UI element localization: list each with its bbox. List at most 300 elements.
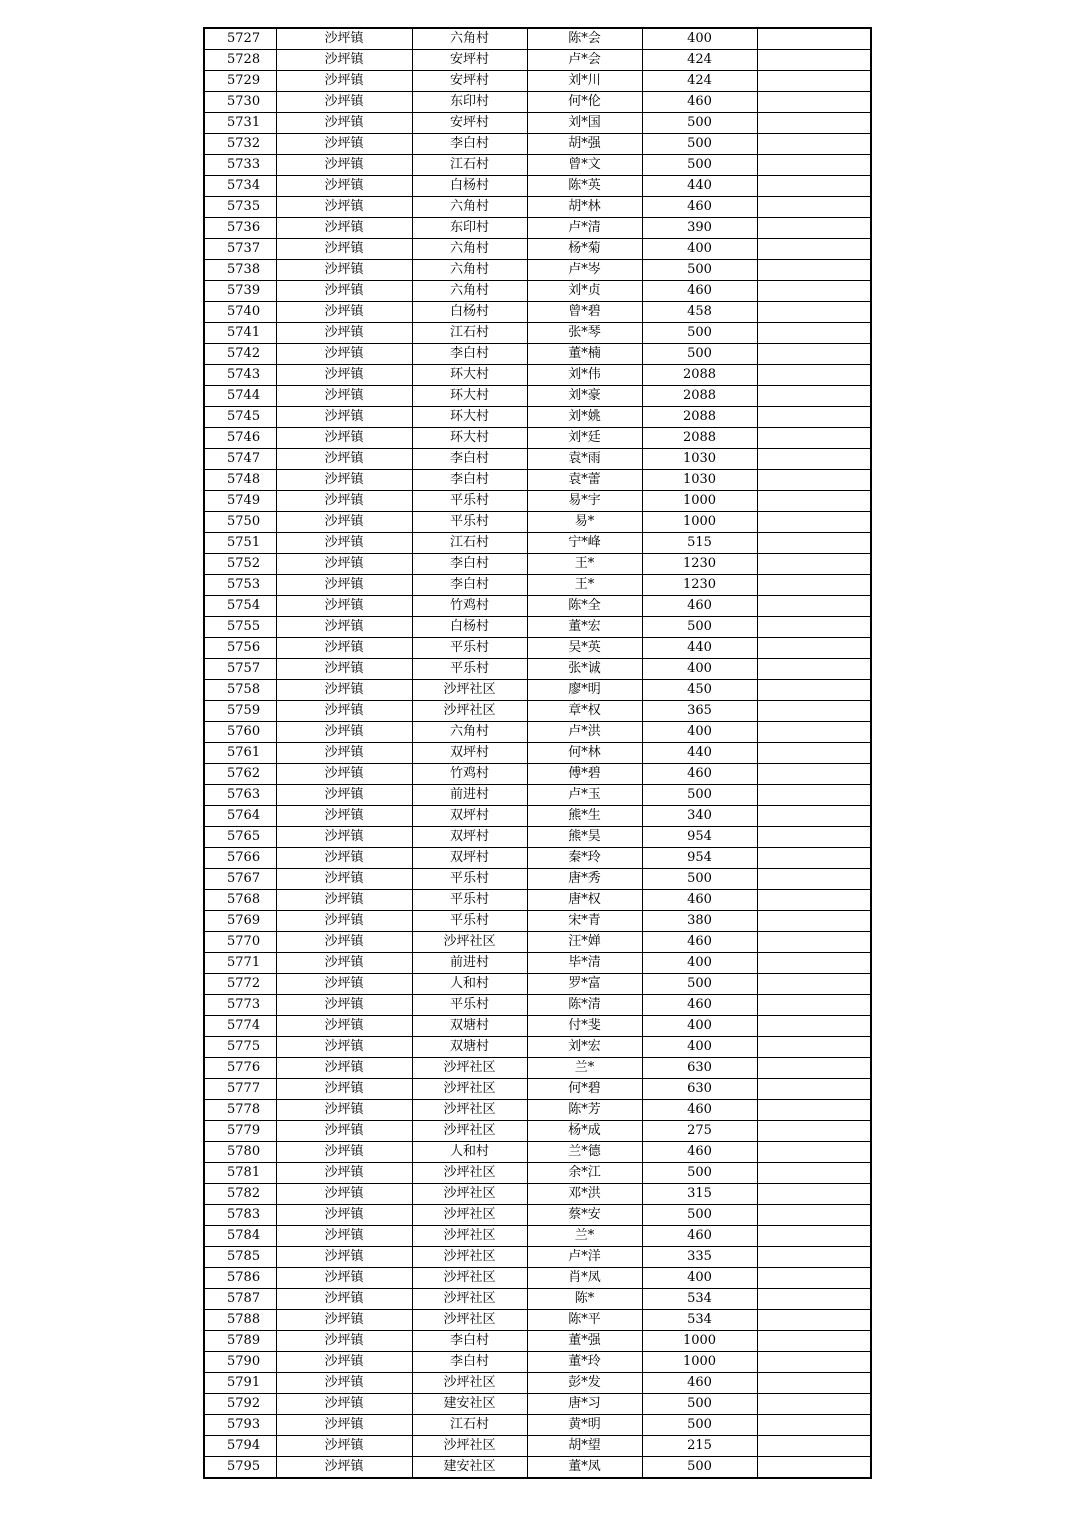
table-row xyxy=(204,491,871,512)
remark-cell xyxy=(757,1352,871,1373)
amount-cell: 460 xyxy=(642,764,757,785)
name-cell: 刘*贞 xyxy=(527,281,642,302)
table-row xyxy=(204,533,871,554)
amount-cell: 500 xyxy=(642,1394,757,1415)
serial-number-cell: 5780 xyxy=(204,1142,276,1163)
name-cell: 卢*洪 xyxy=(527,722,642,743)
amount-cell: 440 xyxy=(642,743,757,764)
name-cell: 曾*文 xyxy=(527,155,642,176)
name-cell: 刘*伟 xyxy=(527,365,642,386)
serial-number-cell: 5741 xyxy=(204,323,276,344)
serial-number-cell: 5740 xyxy=(204,302,276,323)
village-cell: 江石村 xyxy=(412,323,527,344)
serial-number-cell: 5750 xyxy=(204,512,276,533)
remark-cell xyxy=(757,1436,871,1457)
name-cell: 吴*英 xyxy=(527,638,642,659)
table-row xyxy=(204,743,871,764)
remark-cell xyxy=(757,1247,871,1268)
serial-number-cell: 5771 xyxy=(204,953,276,974)
serial-number-cell: 5754 xyxy=(204,596,276,617)
amount-cell: 380 xyxy=(642,911,757,932)
village-cell: 沙坪社区 xyxy=(412,1100,527,1121)
amount-cell: 400 xyxy=(642,1268,757,1289)
serial-number-cell: 5795 xyxy=(204,1457,276,1479)
remark-cell xyxy=(757,974,871,995)
serial-number-cell: 5765 xyxy=(204,827,276,848)
amount-cell: 460 xyxy=(642,1142,757,1163)
village-cell: 李白村 xyxy=(412,470,527,491)
serial-number-cell: 5770 xyxy=(204,932,276,953)
name-cell: 刘*宏 xyxy=(527,1037,642,1058)
amount-cell: 630 xyxy=(642,1079,757,1100)
name-cell: 王* xyxy=(527,575,642,596)
name-cell: 杨*成 xyxy=(527,1121,642,1142)
town-cell: 沙坪镇 xyxy=(276,995,412,1016)
town-cell: 沙坪镇 xyxy=(276,92,412,113)
village-cell: 江石村 xyxy=(412,533,527,554)
name-cell: 陈*英 xyxy=(527,176,642,197)
amount-cell: 1000 xyxy=(642,512,757,533)
remark-cell xyxy=(757,1331,871,1352)
name-cell: 陈*平 xyxy=(527,1310,642,1331)
amount-cell: 954 xyxy=(642,848,757,869)
serial-number-cell: 5766 xyxy=(204,848,276,869)
village-cell: 双塘村 xyxy=(412,1016,527,1037)
table-row xyxy=(204,617,871,638)
amount-cell: 1030 xyxy=(642,470,757,491)
table-row xyxy=(204,785,871,806)
serial-number-cell: 5743 xyxy=(204,365,276,386)
remark-cell xyxy=(757,260,871,281)
serial-number-cell: 5737 xyxy=(204,239,276,260)
remark-cell xyxy=(757,344,871,365)
serial-number-cell: 5777 xyxy=(204,1079,276,1100)
name-cell: 卢*玉 xyxy=(527,785,642,806)
town-cell: 沙坪镇 xyxy=(276,890,412,911)
town-cell: 沙坪镇 xyxy=(276,491,412,512)
remark-cell xyxy=(757,764,871,785)
town-cell: 沙坪镇 xyxy=(276,28,412,50)
table-row xyxy=(204,1331,871,1352)
village-cell: 平乐村 xyxy=(412,869,527,890)
table-row xyxy=(204,1289,871,1310)
amount-cell: 1000 xyxy=(642,1331,757,1352)
remark-cell xyxy=(757,1016,871,1037)
serial-number-cell: 5783 xyxy=(204,1205,276,1226)
village-cell: 双坪村 xyxy=(412,806,527,827)
town-cell: 沙坪镇 xyxy=(276,806,412,827)
remark-cell xyxy=(757,113,871,134)
town-cell: 沙坪镇 xyxy=(276,722,412,743)
village-cell: 平乐村 xyxy=(412,911,527,932)
remark-cell xyxy=(757,449,871,470)
amount-cell: 424 xyxy=(642,71,757,92)
remark-cell xyxy=(757,1415,871,1436)
serial-number-cell: 5760 xyxy=(204,722,276,743)
village-cell: 安坪村 xyxy=(412,50,527,71)
table-row xyxy=(204,806,871,827)
name-cell: 胡*林 xyxy=(527,197,642,218)
serial-number-cell: 5762 xyxy=(204,764,276,785)
serial-number-cell: 5733 xyxy=(204,155,276,176)
name-cell: 何*伦 xyxy=(527,92,642,113)
table-row xyxy=(204,1436,871,1457)
village-cell: 六角村 xyxy=(412,260,527,281)
town-cell: 沙坪镇 xyxy=(276,764,412,785)
town-cell: 沙坪镇 xyxy=(276,596,412,617)
village-cell: 双坪村 xyxy=(412,827,527,848)
name-cell: 张*诚 xyxy=(527,659,642,680)
serial-number-cell: 5773 xyxy=(204,995,276,1016)
table-row xyxy=(204,932,871,953)
town-cell: 沙坪镇 xyxy=(276,1289,412,1310)
amount-cell: 460 xyxy=(642,890,757,911)
village-cell: 前进村 xyxy=(412,785,527,806)
amount-cell: 1000 xyxy=(642,1352,757,1373)
serial-number-cell: 5782 xyxy=(204,1184,276,1205)
name-cell: 章*权 xyxy=(527,701,642,722)
remark-cell xyxy=(757,1079,871,1100)
table-row xyxy=(204,1457,871,1479)
serial-number-cell: 5747 xyxy=(204,449,276,470)
serial-number-cell: 5753 xyxy=(204,575,276,596)
amount-cell: 500 xyxy=(642,323,757,344)
table-row xyxy=(204,512,871,533)
table-row xyxy=(204,1037,871,1058)
table-row xyxy=(204,50,871,71)
amount-cell: 450 xyxy=(642,680,757,701)
remark-cell xyxy=(757,491,871,512)
name-cell: 付*斐 xyxy=(527,1016,642,1037)
name-cell: 罗*富 xyxy=(527,974,642,995)
town-cell: 沙坪镇 xyxy=(276,218,412,239)
village-cell: 沙坪社区 xyxy=(412,1184,527,1205)
name-cell: 彭*发 xyxy=(527,1373,642,1394)
village-cell: 六角村 xyxy=(412,239,527,260)
amount-cell: 500 xyxy=(642,1205,757,1226)
remark-cell xyxy=(757,743,871,764)
remark-cell xyxy=(757,1373,871,1394)
amount-cell: 515 xyxy=(642,533,757,554)
amount-cell: 440 xyxy=(642,176,757,197)
serial-number-cell: 5772 xyxy=(204,974,276,995)
village-cell: 安坪村 xyxy=(412,113,527,134)
serial-number-cell: 5736 xyxy=(204,218,276,239)
remark-cell xyxy=(757,701,871,722)
name-cell: 廖*明 xyxy=(527,680,642,701)
remark-cell xyxy=(757,869,871,890)
village-cell: 平乐村 xyxy=(412,890,527,911)
village-cell: 沙坪社区 xyxy=(412,1247,527,1268)
remark-cell xyxy=(757,407,871,428)
town-cell: 沙坪镇 xyxy=(276,1331,412,1352)
town-cell: 沙坪镇 xyxy=(276,1373,412,1394)
remark-cell xyxy=(757,680,871,701)
name-cell: 胡*强 xyxy=(527,134,642,155)
table-body xyxy=(204,28,871,1478)
serial-number-cell: 5788 xyxy=(204,1310,276,1331)
village-cell: 沙坪社区 xyxy=(412,1289,527,1310)
village-cell: 六角村 xyxy=(412,722,527,743)
town-cell: 沙坪镇 xyxy=(276,239,412,260)
town-cell: 沙坪镇 xyxy=(276,134,412,155)
town-cell: 沙坪镇 xyxy=(276,1037,412,1058)
town-cell: 沙坪镇 xyxy=(276,932,412,953)
name-cell: 兰* xyxy=(527,1226,642,1247)
table-row xyxy=(204,428,871,449)
name-cell: 熊*生 xyxy=(527,806,642,827)
serial-number-cell: 5779 xyxy=(204,1121,276,1142)
town-cell: 沙坪镇 xyxy=(276,1016,412,1037)
remark-cell xyxy=(757,470,871,491)
remark-cell xyxy=(757,533,871,554)
town-cell: 沙坪镇 xyxy=(276,554,412,575)
remark-cell xyxy=(757,239,871,260)
table-row xyxy=(204,71,871,92)
name-cell: 卢*洋 xyxy=(527,1247,642,1268)
table-row xyxy=(204,281,871,302)
remark-cell xyxy=(757,1457,871,1479)
town-cell: 沙坪镇 xyxy=(276,1352,412,1373)
remark-cell xyxy=(757,155,871,176)
village-cell: 白杨村 xyxy=(412,617,527,638)
amount-cell: 1000 xyxy=(642,491,757,512)
table-row xyxy=(204,764,871,785)
amount-cell: 630 xyxy=(642,1058,757,1079)
table-row xyxy=(204,323,871,344)
village-cell: 双塘村 xyxy=(412,1037,527,1058)
amount-cell: 460 xyxy=(642,197,757,218)
amount-cell: 335 xyxy=(642,1247,757,1268)
serial-number-cell: 5745 xyxy=(204,407,276,428)
name-cell: 刘*豪 xyxy=(527,386,642,407)
village-cell: 白杨村 xyxy=(412,302,527,323)
remark-cell xyxy=(757,722,871,743)
serial-number-cell: 5781 xyxy=(204,1163,276,1184)
amount-cell: 500 xyxy=(642,869,757,890)
amount-cell: 500 xyxy=(642,260,757,281)
table-row xyxy=(204,239,871,260)
amount-cell: 440 xyxy=(642,638,757,659)
amount-cell: 460 xyxy=(642,1373,757,1394)
town-cell: 沙坪镇 xyxy=(276,323,412,344)
table-row xyxy=(204,1394,871,1415)
village-cell: 沙坪社区 xyxy=(412,701,527,722)
serial-number-cell: 5742 xyxy=(204,344,276,365)
table-row xyxy=(204,1058,871,1079)
remark-cell xyxy=(757,554,871,575)
remark-cell xyxy=(757,428,871,449)
village-cell: 李白村 xyxy=(412,1331,527,1352)
amount-cell: 534 xyxy=(642,1289,757,1310)
serial-number-cell: 5744 xyxy=(204,386,276,407)
amount-cell: 215 xyxy=(642,1436,757,1457)
table-row xyxy=(204,1079,871,1100)
amount-cell: 2088 xyxy=(642,407,757,428)
town-cell: 沙坪镇 xyxy=(276,911,412,932)
table-row xyxy=(204,890,871,911)
table-row xyxy=(204,701,871,722)
remark-cell xyxy=(757,71,871,92)
town-cell: 沙坪镇 xyxy=(276,638,412,659)
town-cell: 沙坪镇 xyxy=(276,1079,412,1100)
town-cell: 沙坪镇 xyxy=(276,869,412,890)
town-cell: 沙坪镇 xyxy=(276,386,412,407)
serial-number-cell: 5786 xyxy=(204,1268,276,1289)
town-cell: 沙坪镇 xyxy=(276,1121,412,1142)
remark-cell xyxy=(757,848,871,869)
serial-number-cell: 5758 xyxy=(204,680,276,701)
name-cell: 王* xyxy=(527,554,642,575)
table-row xyxy=(204,1352,871,1373)
town-cell: 沙坪镇 xyxy=(276,701,412,722)
town-cell: 沙坪镇 xyxy=(276,953,412,974)
village-cell: 环大村 xyxy=(412,407,527,428)
town-cell: 沙坪镇 xyxy=(276,827,412,848)
name-cell: 余*江 xyxy=(527,1163,642,1184)
table-row xyxy=(204,1415,871,1436)
remark-cell xyxy=(757,1289,871,1310)
amount-cell: 460 xyxy=(642,932,757,953)
table-row xyxy=(204,113,871,134)
town-cell: 沙坪镇 xyxy=(276,302,412,323)
serial-number-cell: 5727 xyxy=(204,28,276,50)
serial-number-cell: 5730 xyxy=(204,92,276,113)
table-row xyxy=(204,722,871,743)
amount-cell: 460 xyxy=(642,995,757,1016)
amount-cell: 2088 xyxy=(642,386,757,407)
serial-number-cell: 5751 xyxy=(204,533,276,554)
amount-cell: 500 xyxy=(642,1415,757,1436)
name-cell: 董*楠 xyxy=(527,344,642,365)
name-cell: 汪*婵 xyxy=(527,932,642,953)
serial-number-cell: 5768 xyxy=(204,890,276,911)
name-cell: 兰*德 xyxy=(527,1142,642,1163)
serial-number-cell: 5787 xyxy=(204,1289,276,1310)
table-row xyxy=(204,155,871,176)
table-row xyxy=(204,869,871,890)
serial-number-cell: 5774 xyxy=(204,1016,276,1037)
town-cell: 沙坪镇 xyxy=(276,1100,412,1121)
name-cell: 杨*菊 xyxy=(527,239,642,260)
table-row xyxy=(204,1100,871,1121)
serial-number-cell: 5793 xyxy=(204,1415,276,1436)
amount-cell: 275 xyxy=(642,1121,757,1142)
amount-cell: 424 xyxy=(642,50,757,71)
amount-cell: 365 xyxy=(642,701,757,722)
remark-cell xyxy=(757,323,871,344)
village-cell: 平乐村 xyxy=(412,491,527,512)
village-cell: 建安社区 xyxy=(412,1457,527,1479)
amount-cell: 534 xyxy=(642,1310,757,1331)
name-cell: 卢*岑 xyxy=(527,260,642,281)
amount-cell: 460 xyxy=(642,281,757,302)
table-row xyxy=(204,260,871,281)
name-cell: 卢*会 xyxy=(527,50,642,71)
serial-number-cell: 5735 xyxy=(204,197,276,218)
name-cell: 何*林 xyxy=(527,743,642,764)
serial-number-cell: 5756 xyxy=(204,638,276,659)
remark-cell xyxy=(757,134,871,155)
town-cell: 沙坪镇 xyxy=(276,533,412,554)
serial-number-cell: 5794 xyxy=(204,1436,276,1457)
serial-number-cell: 5784 xyxy=(204,1226,276,1247)
village-cell: 沙坪社区 xyxy=(412,680,527,701)
remark-cell xyxy=(757,953,871,974)
town-cell: 沙坪镇 xyxy=(276,1415,412,1436)
name-cell: 秦*玲 xyxy=(527,848,642,869)
village-cell: 环大村 xyxy=(412,365,527,386)
serial-number-cell: 5769 xyxy=(204,911,276,932)
village-cell: 六角村 xyxy=(412,281,527,302)
remark-cell xyxy=(757,1058,871,1079)
serial-number-cell: 5776 xyxy=(204,1058,276,1079)
town-cell: 沙坪镇 xyxy=(276,113,412,134)
table-row xyxy=(204,92,871,113)
amount-cell: 1030 xyxy=(642,449,757,470)
serial-number-cell: 5789 xyxy=(204,1331,276,1352)
village-cell: 平乐村 xyxy=(412,638,527,659)
town-cell: 沙坪镇 xyxy=(276,974,412,995)
name-cell: 董*强 xyxy=(527,1331,642,1352)
serial-number-cell: 5746 xyxy=(204,428,276,449)
village-cell: 李白村 xyxy=(412,344,527,365)
town-cell: 沙坪镇 xyxy=(276,575,412,596)
table-row xyxy=(204,575,871,596)
remark-cell xyxy=(757,92,871,113)
town-cell: 沙坪镇 xyxy=(276,785,412,806)
town-cell: 沙坪镇 xyxy=(276,470,412,491)
amount-cell: 400 xyxy=(642,953,757,974)
remark-cell xyxy=(757,281,871,302)
town-cell: 沙坪镇 xyxy=(276,155,412,176)
table-row xyxy=(204,1142,871,1163)
name-cell: 袁*蕾 xyxy=(527,470,642,491)
village-cell: 沙坪社区 xyxy=(412,1121,527,1142)
serial-number-cell: 5763 xyxy=(204,785,276,806)
name-cell: 陈*会 xyxy=(527,28,642,50)
serial-number-cell: 5785 xyxy=(204,1247,276,1268)
town-cell: 沙坪镇 xyxy=(276,512,412,533)
amount-cell: 500 xyxy=(642,134,757,155)
amount-cell: 500 xyxy=(642,1163,757,1184)
remark-cell xyxy=(757,1163,871,1184)
name-cell: 刘*廷 xyxy=(527,428,642,449)
table-row xyxy=(204,1205,871,1226)
amount-cell: 400 xyxy=(642,239,757,260)
town-cell: 沙坪镇 xyxy=(276,848,412,869)
village-cell: 沙坪社区 xyxy=(412,932,527,953)
name-cell: 曾*碧 xyxy=(527,302,642,323)
town-cell: 沙坪镇 xyxy=(276,1226,412,1247)
table-row xyxy=(204,974,871,995)
amount-cell: 2088 xyxy=(642,428,757,449)
remark-cell xyxy=(757,659,871,680)
table-row xyxy=(204,1121,871,1142)
table-row xyxy=(204,218,871,239)
amount-cell: 460 xyxy=(642,92,757,113)
village-cell: 沙坪社区 xyxy=(412,1226,527,1247)
name-cell: 肖*凤 xyxy=(527,1268,642,1289)
table-row xyxy=(204,1268,871,1289)
name-cell: 张*琴 xyxy=(527,323,642,344)
serial-number-cell: 5761 xyxy=(204,743,276,764)
serial-number-cell: 5731 xyxy=(204,113,276,134)
amount-cell: 400 xyxy=(642,1037,757,1058)
table-row xyxy=(204,1163,871,1184)
serial-number-cell: 5748 xyxy=(204,470,276,491)
remark-cell xyxy=(757,1037,871,1058)
